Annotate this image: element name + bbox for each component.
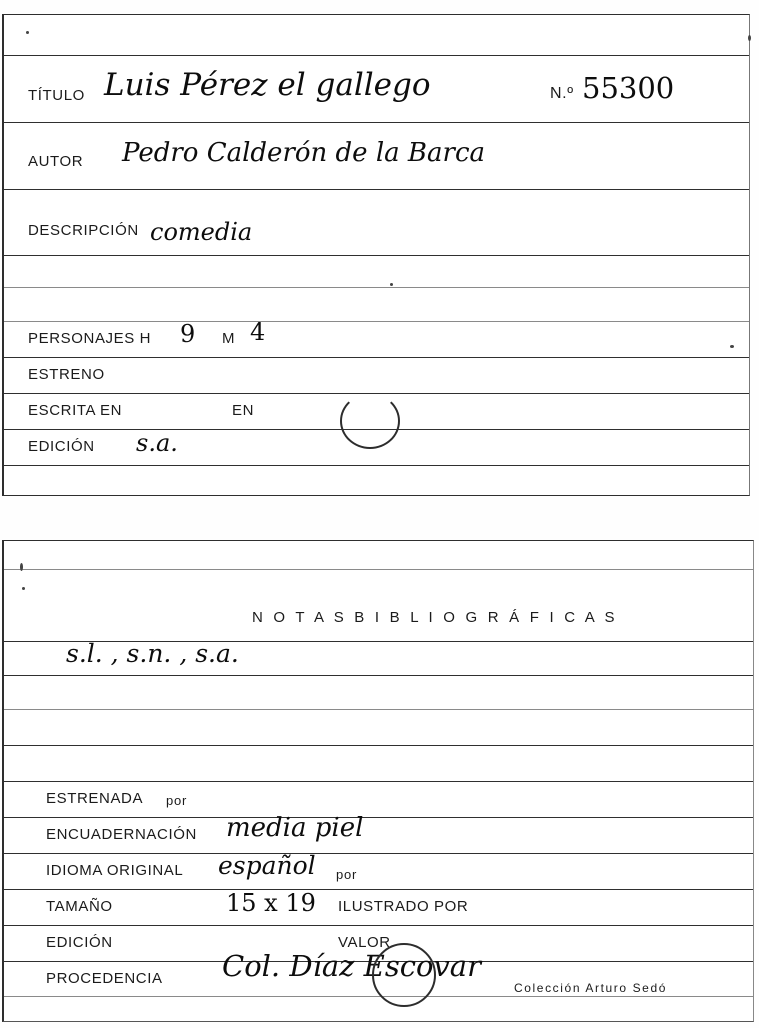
label-titulo: TÍTULO: [28, 87, 85, 104]
scan-speck: [730, 345, 734, 348]
label-estrenada: ESTRENADA: [46, 790, 144, 807]
label-idioma-por: por: [336, 867, 358, 882]
rule-line: [4, 287, 749, 288]
label-edicion: EDICIÓN: [28, 438, 95, 455]
label-idioma-original: IDIOMA ORIGINAL: [46, 862, 184, 879]
rule-line: [4, 889, 753, 890]
scan-speck: [22, 587, 25, 590]
label-ilustrado-por: ILUSTRADO POR: [338, 898, 469, 915]
label-edicion-bottom: EDICIÓN: [46, 934, 113, 951]
rule-line: [4, 996, 753, 997]
scan-speck: [390, 283, 393, 286]
scan-speck: [748, 35, 751, 41]
value-encuadernacion: media piel: [226, 813, 364, 843]
label-descripcion: DESCRIPCIÓN: [28, 222, 139, 239]
value-tamano: 15 x 19: [226, 889, 316, 917]
section-heading-notas: N O T A S B I B L I O G R Á F I C A S: [252, 609, 618, 626]
rule-line: [4, 321, 749, 322]
value-autor: Pedro Calderón de la Barca: [122, 138, 486, 168]
value-notas: s.l. , s.n. , s.a.: [66, 639, 239, 668]
label-personajes-m: M: [222, 330, 236, 347]
value-personajes-m: 4: [250, 318, 266, 346]
value-edicion: s.a.: [136, 429, 178, 457]
label-valor: VALOR: [338, 934, 391, 951]
ink-mark: [340, 393, 400, 449]
rule-line: [4, 122, 749, 123]
rule-line: [4, 569, 753, 570]
scan-speck: [20, 563, 23, 571]
rule-line: [4, 817, 753, 818]
rule-line: [4, 781, 753, 782]
label-escrita-en-lugar: EN: [232, 402, 255, 419]
rule-line: [4, 465, 749, 466]
rule-line: [4, 925, 753, 926]
label-estrenada-por: por: [166, 793, 188, 808]
label-escrita-en: ESCRITA EN: [28, 402, 123, 419]
rule-line: [4, 745, 753, 746]
value-procedencia: Col. Díaz Escovar: [222, 949, 481, 983]
catalog-card-bottom: [2, 540, 754, 1022]
catalog-card-top: [2, 14, 750, 496]
label-estreno: ESTRENO: [28, 366, 105, 383]
label-numero: N.º: [550, 85, 574, 102]
rule-line: [4, 709, 753, 710]
rule-line: [4, 255, 749, 256]
value-personajes-h: 9: [180, 320, 196, 348]
collection-stamp: Colección Arturo Sedó: [514, 981, 668, 995]
value-numero: 55300: [582, 71, 675, 105]
rule-line: [4, 357, 749, 358]
scan-speck: [26, 31, 29, 34]
label-procedencia: PROCEDENCIA: [46, 970, 163, 987]
value-titulo: Luis Pérez el gallego: [104, 67, 431, 103]
value-descripcion: comedia: [150, 218, 253, 246]
rule-line: [4, 55, 749, 56]
rule-line: [4, 853, 753, 854]
label-personajes: PERSONAJES H: [28, 330, 152, 347]
label-encuadernacion: ENCUADERNACIÓN: [46, 826, 197, 843]
value-idioma-original: español: [218, 851, 316, 880]
ink-mark: [372, 943, 436, 1007]
rule-line: [4, 189, 749, 190]
rule-line: [4, 675, 753, 676]
label-autor: AUTOR: [28, 153, 84, 170]
label-tamano: TAMAÑO: [46, 898, 113, 915]
